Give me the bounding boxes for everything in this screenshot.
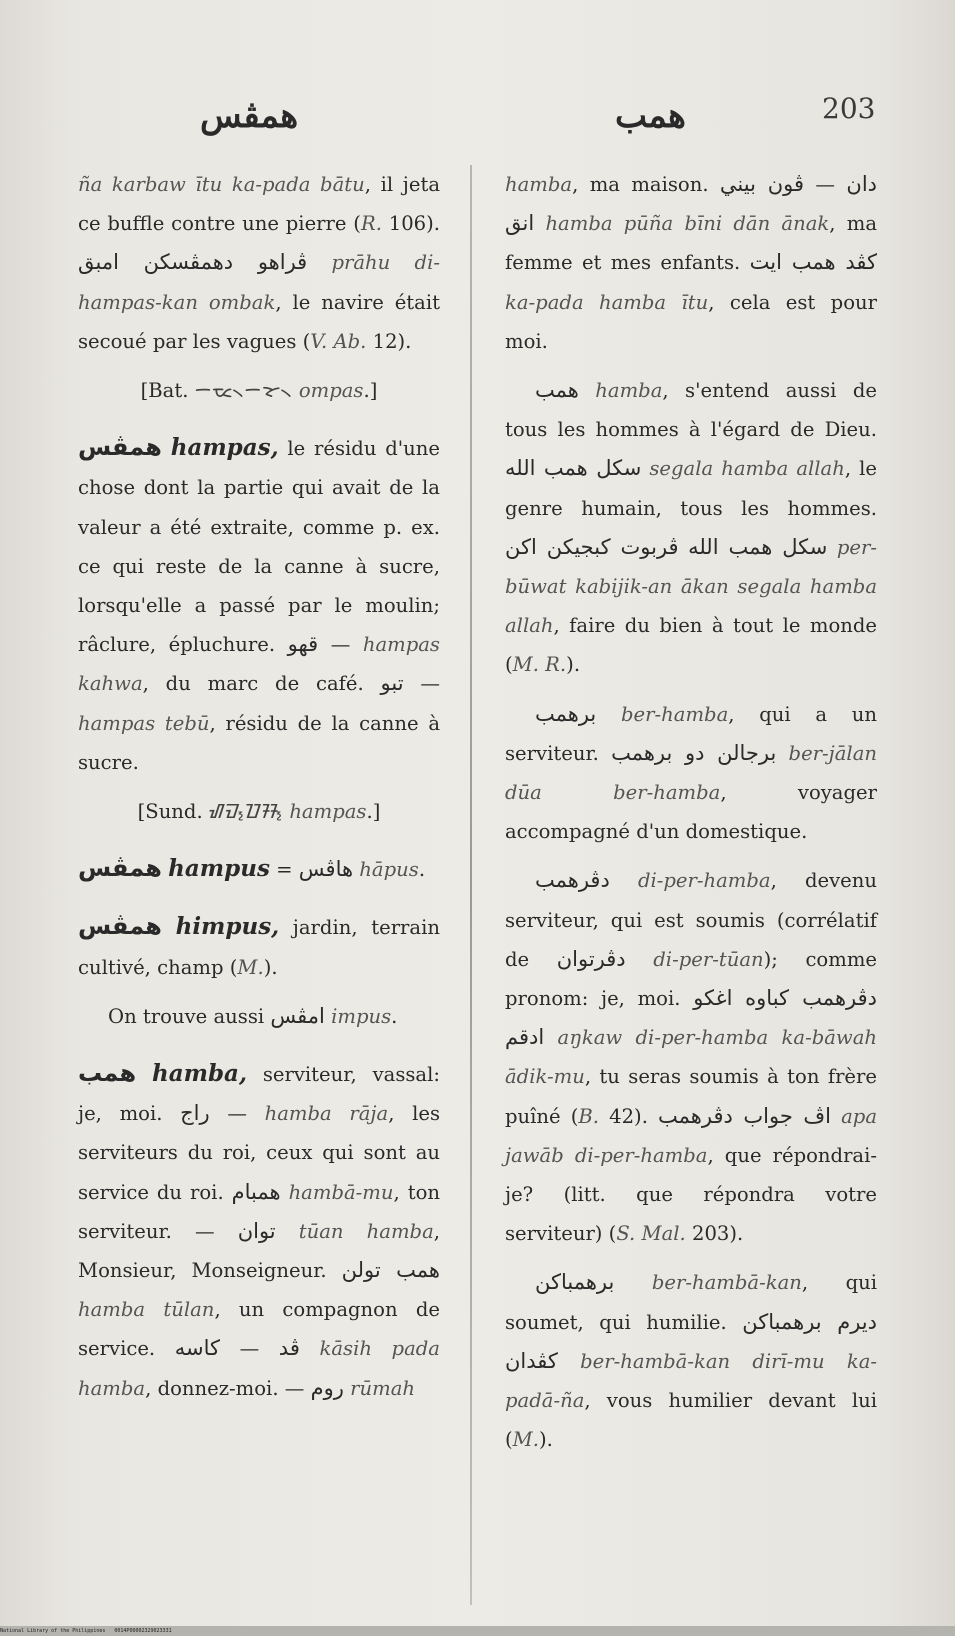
entry-hampas-continuation: ña karbaw ītu ka-pada bātu, il jeta ce buffle contre une pierre (R. 106). ڤراهو دهمڤسكن امبق prāhu di-hampas-kan ombak, le navire était secoué par les vagues (V. Ab. 12). xyxy=(78,173,441,353)
entry-hampas: همڤس hampas, le résidu d'une chose dont la partie qui avait de la valeur a été extraite, comme p. ex. ce qui reste de la canne à sucre, lorsqu'elle a passé par le moulin; râclure, épluchure. قهو — hampas kahwa, du marc de café. تبو — hampas tebū, résidu de la canne à sucre. xyxy=(78,433,440,774)
entry-himpus: همڤس himpus, jardin, terrain cultivé, champ (M.). xyxy=(78,912,440,979)
footer-library: National Library of the Philippines xyxy=(0,1628,106,1634)
left-column xyxy=(78,165,440,1418)
page-number: 203 xyxy=(822,92,876,125)
entry-di-per-hamba: دڤرهمب di-per-hamba, devenu serviteur, qui est soumis (corrélatif de دڤرتوان di-per-tūan); comme pronom: je, moi. اغكو دڤرهمب كباوه ادقم aŋkaw di-per-hamba ka-bāwah ādik-mu, tu seras soumis à ton frère puîné (B. 42). اڤ جواب دڤرهمب apa jawāb di-per-hamba, que répondrai-je? (litt. que répondra votre serviteur) (S. Mal. 203). xyxy=(505,868,878,1246)
entry-hamba-continuation: hamba, ma maison. ڤون بيني — دان انق hamba pūña bīni dān ānak, ma femme et mes enfants. كڤد همب ايت ka-pada hamba ītu, cela est pour moi. xyxy=(505,172,878,353)
entry-hampus: همڤس hampus = هاڤس hāpus. xyxy=(78,854,426,883)
note-sundanese: [Sund. ᮠᮙ᮪ᮕᮞ᮪ hampas.] xyxy=(137,800,381,824)
column-divider xyxy=(470,165,472,1605)
entry-hamba: همب hamba, serviteur, vassal: je, moi. راج — hamba rāja, les serviteurs du roi, ceux qui sont au service du roi. همبام hambā-mu, ton serviteur. — توان tūan hamba, Monsieur, Monseigneur. همب تولن hamba tūlan, un compagnon de service. كاسه — ڤد kāsih pada hamba, donnez-moi. — روم rūmah xyxy=(78,1059,441,1400)
scan-footer xyxy=(0,1626,955,1636)
entry-impus-note: On trouve aussi امڤس impus. xyxy=(108,1003,398,1028)
footer-code: 0014P00002329023331 xyxy=(114,1628,172,1634)
running-head-right: همب xyxy=(615,96,686,136)
note-batak: [Bat. ᯇᯔ᯲ᯇᯘ᯲ ompas.] xyxy=(140,379,378,403)
entry-hamba-dieu: همب hamba, s'entend aussi de tous les hommes à l'égard de Dieu. سكل همب الله segala hamba allah, le genre humain, tous les hommes. ڤربوت كبجيكن اكن سكل همب الله per-būwat kabijik-an ākan segala hamba allah, faire du bien à tout le monde (M. R.). xyxy=(505,378,877,677)
running-head-left: همڤس xyxy=(200,96,299,136)
entry-ber-hamba-kan: برهمباكن ber-hambā-kan, qui soumet, qui humilie. برهمباكن ديرم كڤدان ber-hambā-kan dirī-mu ka-padā-ña, vous humilier devant lui (M.). xyxy=(505,1270,878,1452)
right-column xyxy=(505,165,877,1470)
entry-ber-hamba: برهمب ber-hamba, qui a un serviteur. برجالن دو برهمب ber-jālan dūa ber-hamba, voyager accompagné d'un domestique. xyxy=(505,701,877,844)
